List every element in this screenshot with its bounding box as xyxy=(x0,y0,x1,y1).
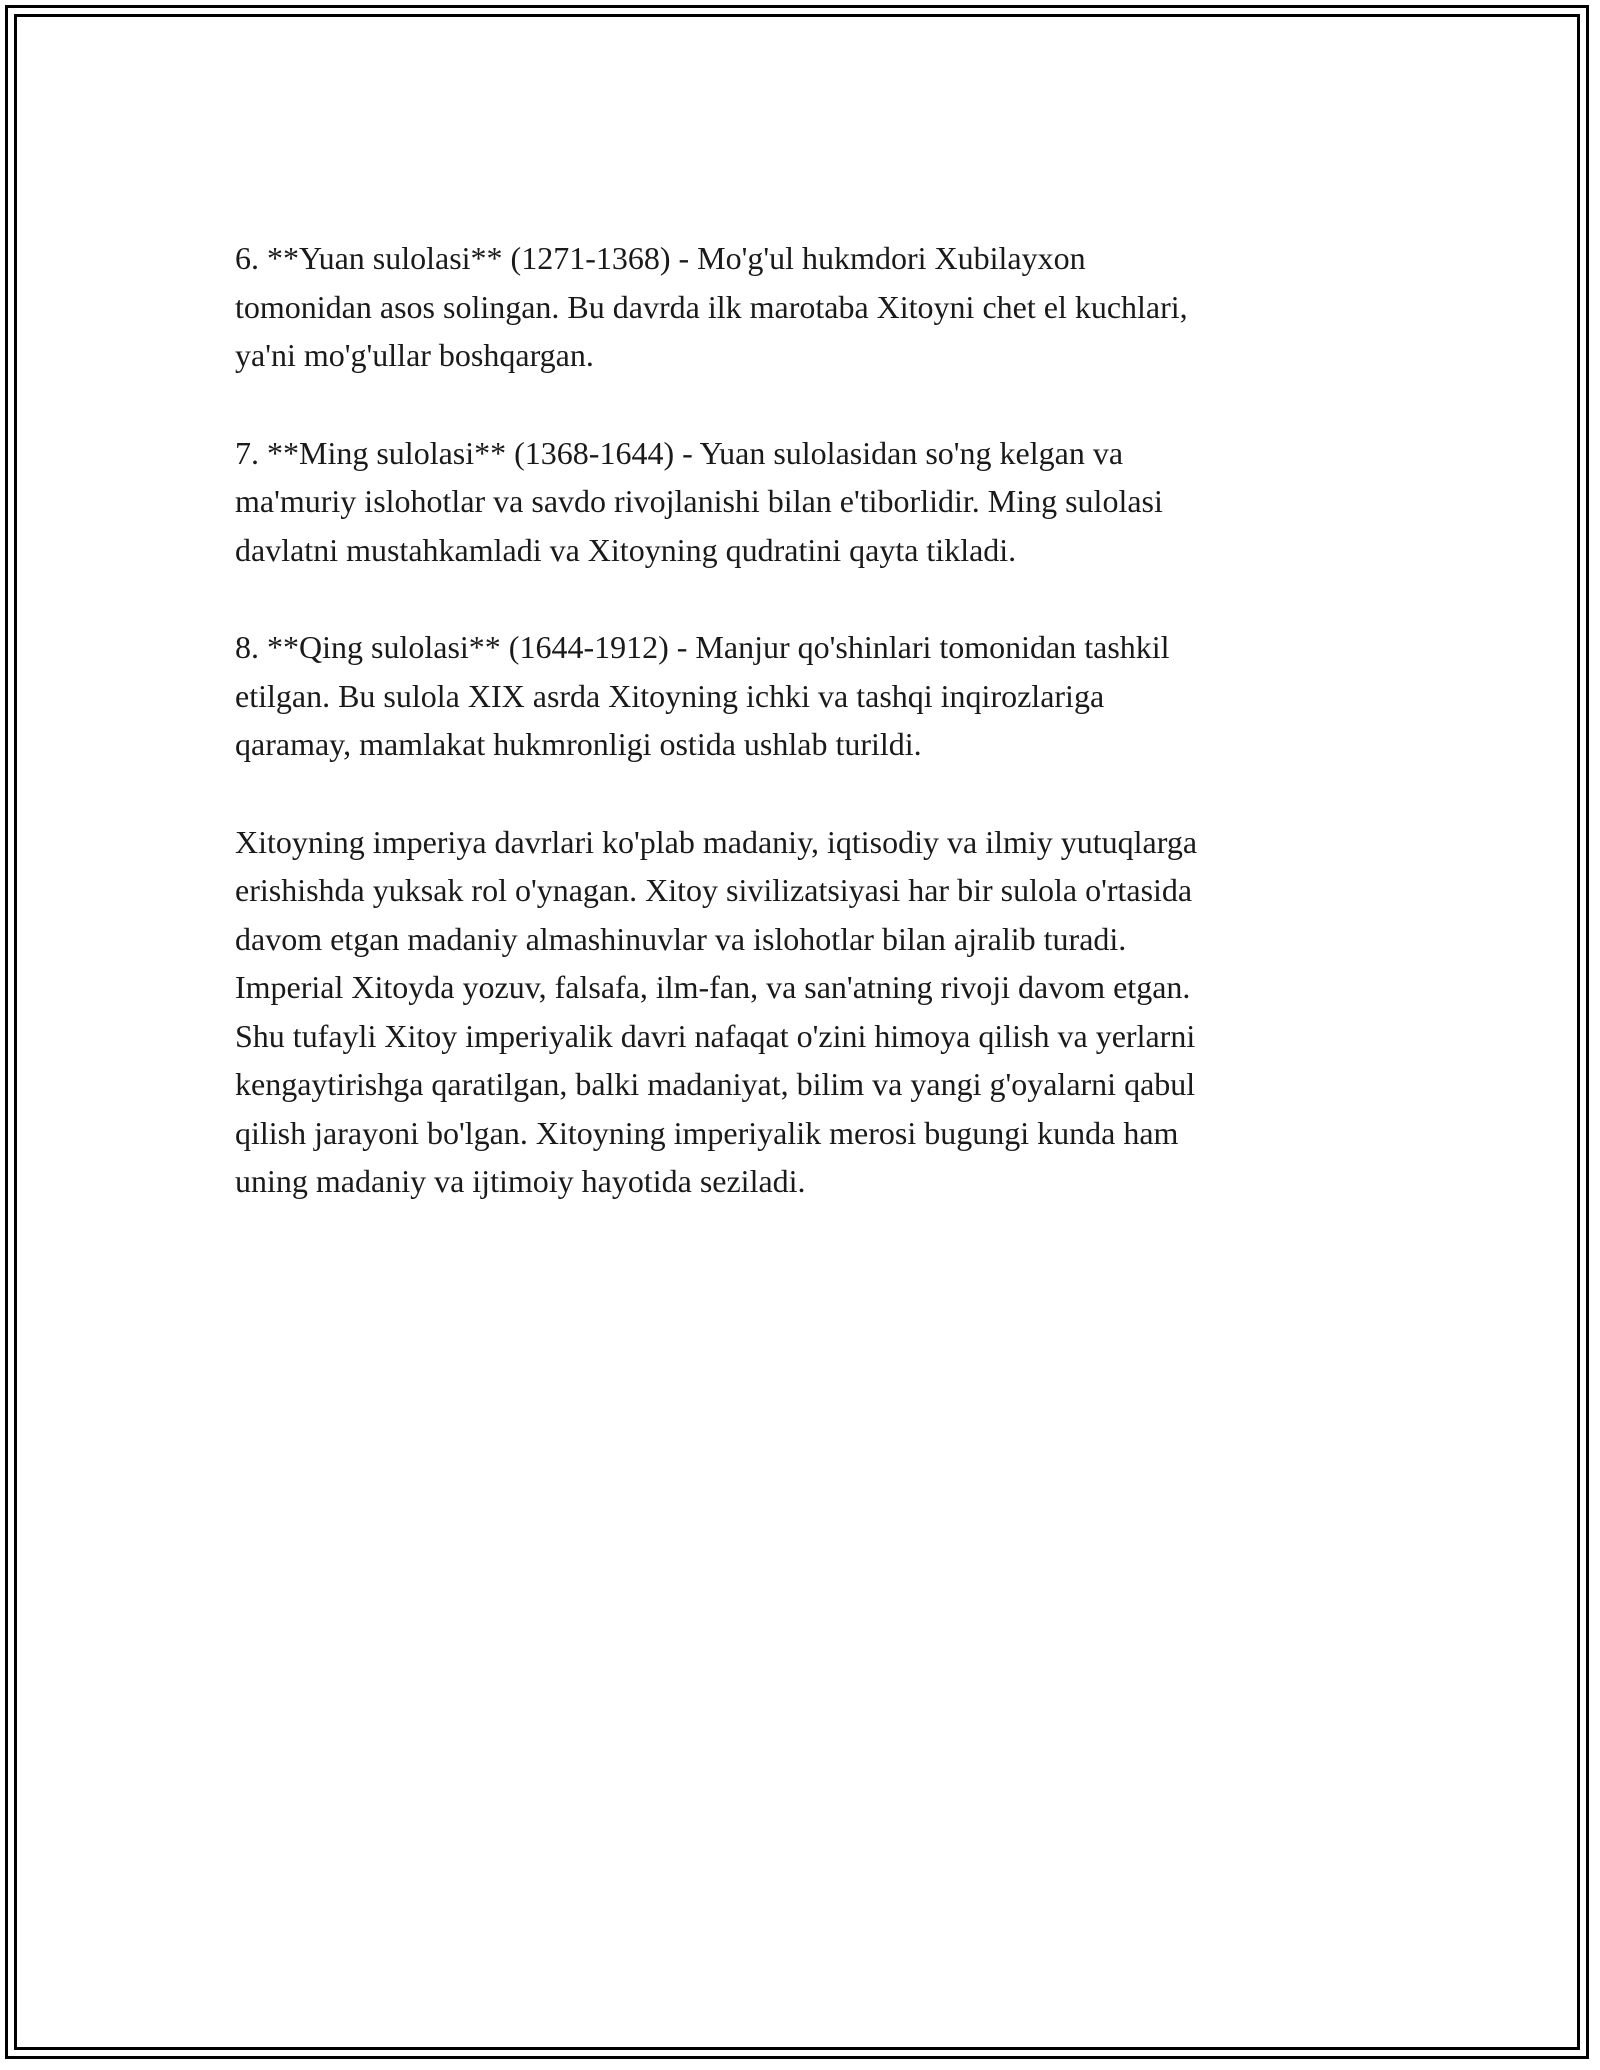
paragraph-qing-dynasty: 8. **Qing sulolasi** (1644-1912) - Manjur qo'shinlari tomonidan tashkil etilgan. Bu sulola XIX asrda Xitoyning ichki va tashqi inqirozlariga qaramay, mamlakat hukmronligi ostida ushlab turildi. xyxy=(235,629,1170,762)
document-body xyxy=(235,234,1375,1255)
paragraph-conclusion: Xitoyning imperiya davrlari ko'plab madaniy, iqtisodiy va ilmiy yutuqlarga erishishda yuksak rol o'ynagan. Xitoy sivilizatsiyasi har bir sulola o'rtasida davom etgan madaniy almashinuvlar va islohotlar bilan ajralib turadi. Imperial Xitoyda yozuv, falsafa, ilm-fan, va san'atning rivoji davom etgan. Shu tufayli Xitoy imperiyalik davri nafaqat o'zini himoya qilish va yerlarni kengaytirishga qaratilgan, balki madaniyat, bilim va yangi g'oyalarni qabul qilish jarayoni bo'lgan. Xitoyning imperiyalik merosi bugungi kunda ham uning madaniy va ijtimoiy hayotida seziladi. xyxy=(235,823,1198,1199)
paragraph-ming-dynasty: 7. **Ming sulolasi** (1368-1644) - Yuan sulolasidan so'ng kelgan va ma'muriy islohotlar va savdo rivojlanishi bilan e'tiborlidir. Ming sulolasi davlatni mustahkamladi va Xitoyning qudratini qayta tikladi. xyxy=(235,434,1163,568)
paragraph-yuan-dynasty: 6. **Yuan sulolasi** (1271-1368) - Mo'g'ul hukmdori Xubilayxon tomonidan asos solingan. Bu davrda ilk marotaba Xitoyni chet el kuchlari, ya'ni mo'g'ullar boshqargan. xyxy=(235,240,1188,373)
